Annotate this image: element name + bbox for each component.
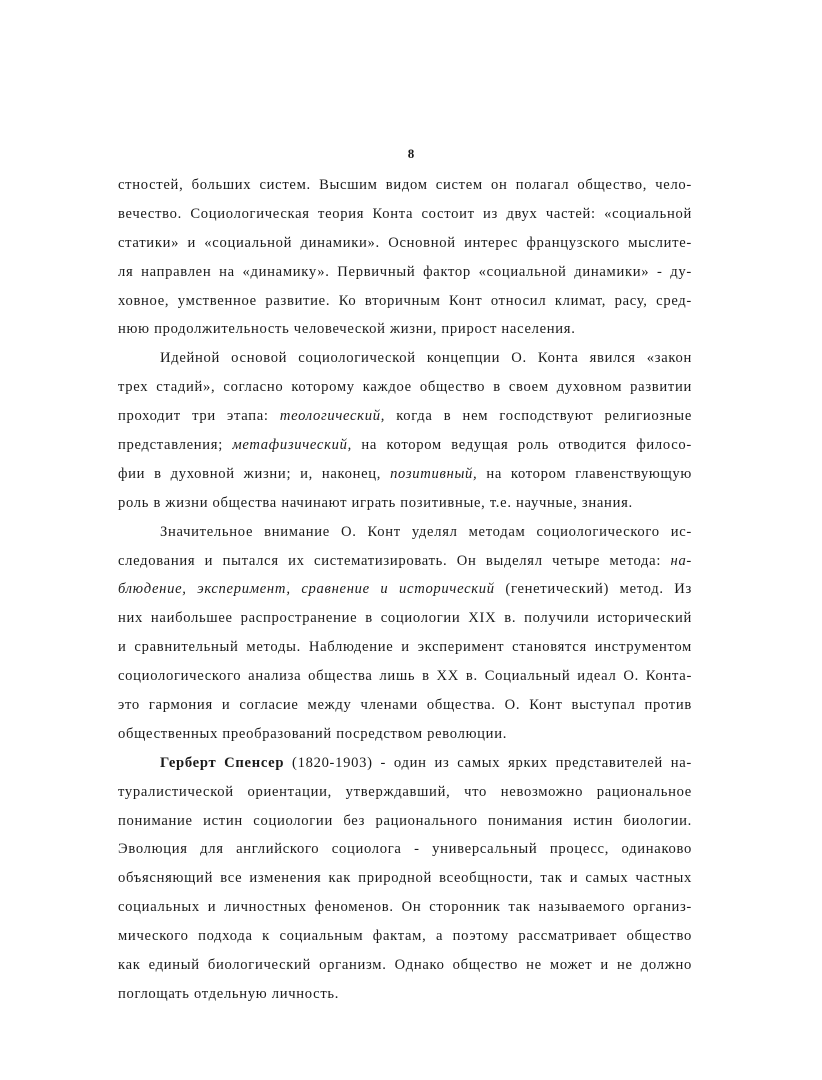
text-run: (1820-1903) - один из самых ярких представителей на- xyxy=(284,754,692,771)
text-line: как единый биологический организм. Однако общество не может и не должно xyxy=(118,957,692,974)
text-line: мического подхода к социальным фактам, а поэтому рассматривает общество xyxy=(118,928,692,945)
text-line: нюю продолжительность человеческой жизни, прирост населения. xyxy=(118,321,576,338)
text-line xyxy=(118,431,692,460)
text-line: ховное, умственное развитие. Ко вторичным Конт относил климат, расу, сред- xyxy=(118,292,692,309)
italic-term: метафизический, xyxy=(232,437,352,454)
text-line: объясняющий все изменения как природной всеобщности, так и самых частных xyxy=(118,870,692,887)
text-line: это гармония и согласие между членами общества. О. Конт выступал против xyxy=(118,697,692,714)
italic-term: теологический, xyxy=(279,408,386,425)
text-line: вечество. Социологическая теория Конта состоит из двух частей: «социальной xyxy=(118,205,692,222)
text-line: роль в жизни общества начинают играть позитивные, т.е. научные, знания. xyxy=(118,494,633,511)
text-line: Значительное внимание О. Конт уделял методам социологического ис- xyxy=(160,523,692,540)
text-line xyxy=(118,749,692,778)
text-line: понимание истин социологии без рационального понимания истин биологии. xyxy=(118,812,692,829)
text-line: общественных преобразований посредством революции. xyxy=(118,725,508,742)
text-line: социологического анализа общества лишь в XX в. Социальный идеал О. Конта- xyxy=(118,668,692,685)
italic-term: на- xyxy=(670,552,692,569)
text-run: на котором ведущая роль отводится филосо- xyxy=(351,437,692,454)
text-line xyxy=(118,460,692,489)
text-line: Эволюция для английского социолога - универсальный процесс, одинаково xyxy=(118,841,692,858)
paragraph-2 xyxy=(118,344,692,517)
text-line xyxy=(118,547,692,576)
text-line xyxy=(118,402,692,431)
text-line: стностей, больших систем. Высшим видом систем он полагал общество, чело- xyxy=(118,177,692,193)
page-number: 8 xyxy=(407,146,415,161)
italic-term: блюдение, эксперимент, сравнение и исторический xyxy=(118,581,495,598)
text-run: следования и пытался их систематизировать. Он выделял четыре метода: xyxy=(118,552,671,569)
text-line: Идейной основой социологической концепции О. Конта явился «закон xyxy=(160,350,692,367)
text-line: социальных и личностных феноменов. Он сторонник так называемого организ- xyxy=(118,899,692,916)
text-line: туралистической ориентации, утверждавший, что невозможно рациональное xyxy=(118,783,692,800)
text-run: проходит три этапа: xyxy=(118,408,280,425)
body-text xyxy=(118,171,692,1009)
text-run: представления; xyxy=(118,437,233,454)
text-line: статики» и «социальной динамики». Основной интерес французского мыслите- xyxy=(118,234,692,251)
paragraph-1 xyxy=(118,171,692,344)
text-line xyxy=(118,575,692,604)
text-run: фии в духовной жизни; и, наконец, xyxy=(118,465,391,482)
text-line: и сравнительный методы. Наблюдение и эксперимент становятся инструментом xyxy=(118,639,692,656)
text-run: когда в нем господствуют религиозные xyxy=(385,408,692,425)
italic-term: позитивный, xyxy=(390,465,478,482)
text-line: них наибольшее распространение в социологии XIX в. получили исторический xyxy=(118,610,692,627)
paragraph-4 xyxy=(118,749,692,1009)
text-line: поглощать отдельную личность. xyxy=(118,985,340,1002)
text-line: ля направлен на «динамику». Первичный фактор «социальной динамики» - ду- xyxy=(118,263,692,280)
text-line: трех стадий», согласно которому каждое общество в своем духовном развитии xyxy=(118,379,692,396)
paragraph-3 xyxy=(118,518,692,749)
text-run: на котором главенствующую xyxy=(477,465,692,482)
bold-name: Герберт Спенсер xyxy=(160,754,285,771)
text-run: (генетический) метод. Из xyxy=(494,581,692,598)
